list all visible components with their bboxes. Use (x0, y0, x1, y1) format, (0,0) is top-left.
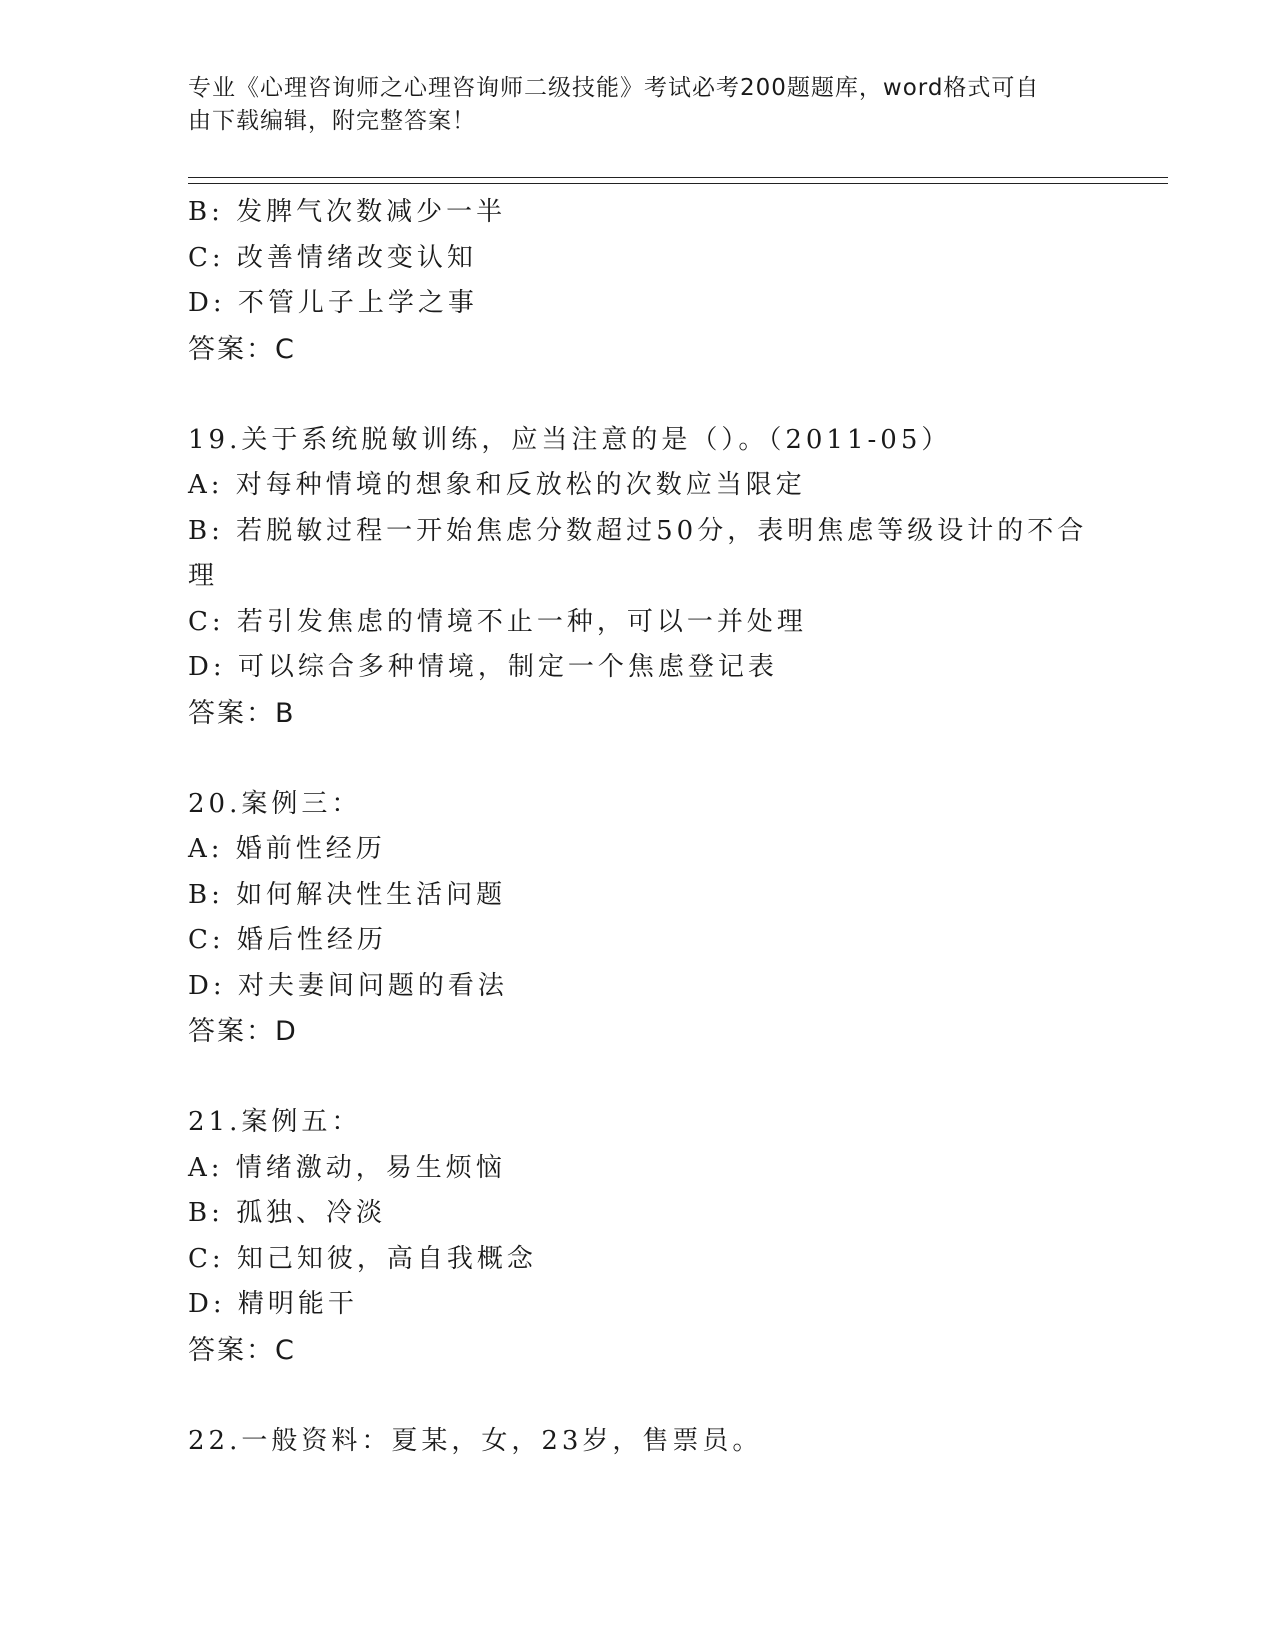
question-block-partial (188, 190, 1088, 372)
option-c: C: 改善情绪改变认知 (188, 242, 477, 273)
answer-line: 答案：C (188, 1334, 296, 1366)
spacer (188, 1055, 1088, 1101)
option-b: B: 如何解决性生活问题 (188, 879, 507, 910)
question-block-19 (188, 418, 1088, 737)
option-a: A: 对每种情境的想象和反放松的次数应当限定 (188, 470, 806, 500)
answer-line: 答案：C (188, 333, 296, 365)
question-title: 22.一般资料：夏某，女，23岁，售票员。 (188, 1425, 763, 1456)
option-b: B: 孤独、冷淡 (188, 1198, 387, 1228)
option-c: C: 知己知彼，高自我概念 (188, 1243, 537, 1274)
document-header (188, 72, 1068, 138)
option-c: C: 婚后性经历 (188, 925, 387, 955)
question-block-20 (188, 782, 1088, 1055)
option-d: D: 不管儿子上学之事 (188, 288, 478, 318)
question-block-21 (188, 1100, 1088, 1373)
question-title: 21.案例五： (188, 1107, 362, 1137)
answer-line: 答案：D (188, 1016, 298, 1047)
option-d: D: 可以综合多种情境，制定一个焦虑登记表 (188, 652, 778, 682)
header-line-2: 由下载编辑，附完整答案！ (188, 108, 476, 134)
spacer (188, 372, 1088, 418)
header-rule-top (188, 177, 1168, 178)
question-title: 20.案例三： (188, 788, 362, 819)
question-list (188, 190, 1088, 1464)
question-block-22 (188, 1419, 1088, 1465)
option-c: C: 若引发焦虑的情境不止一种，可以一并处理 (188, 606, 807, 637)
option-b-continued: 理 (188, 561, 219, 591)
header-rule-bottom (188, 183, 1168, 184)
header-line-1: 专业《心理咨询师之心理咨询师二级技能》考试必考200题题库，word格式可自 (188, 75, 1040, 101)
option-a: A: 婚前性经历 (188, 834, 386, 864)
spacer (188, 736, 1088, 782)
option-a: A: 情绪激动，易生烦恼 (188, 1152, 506, 1183)
spacer (188, 1373, 1088, 1419)
option-b: B: 若脱敏过程一开始焦虑分数超过50分，表明焦虑等级设计的不合 (188, 515, 1088, 546)
answer-line: 答案：B (188, 697, 296, 729)
option-b: B: 发脾气次数减少一半 (188, 197, 507, 227)
option-d: D: 对夫妻间问题的看法 (188, 970, 508, 1001)
option-d: D: 精明能干 (188, 1289, 358, 1319)
question-title: 19.关于系统脱敏训练，应当注意的是（）。（2011-05） (188, 424, 952, 455)
